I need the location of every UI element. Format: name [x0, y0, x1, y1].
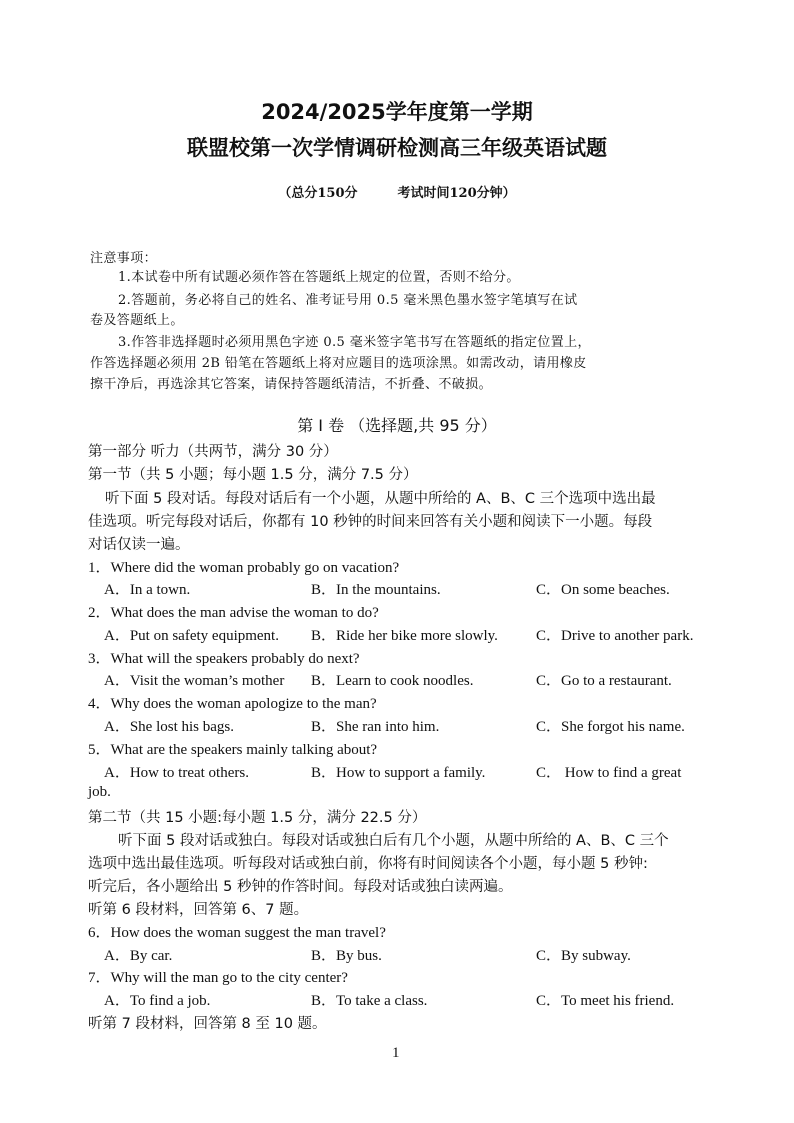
section-1-instruction-2: 佳选项。听完每段对话后，你都有 10 秒钟的时间来回答有关小题和阅读下一小题。每段: [88, 514, 653, 530]
q3-option-a: A．Visit the woman’s mother: [104, 673, 285, 689]
q7-option-c: C．To meet his friend.: [536, 993, 675, 1009]
notice-item-1: 1.本试卷中所有试题必须作答在答题纸上规定的位置，否则不给分。: [118, 270, 520, 285]
q5-option-a: A．How to treat others.: [104, 765, 249, 781]
section-1-title: 第一节（共 5 小题；每小题 1.5 分，满分 7.5 分）: [88, 467, 418, 483]
notice-item-3-cont: 作答选择题必须用 2B 铅笔在答题纸上将对应题目的选项涂黑。如需改动，请用橡皮: [90, 356, 587, 371]
volume-title: 第 Ⅰ 卷 （选择题,共 95 分）: [297, 416, 497, 435]
question-4: 4．Why does the woman apologize to the man?: [88, 696, 377, 712]
question-7: 7．Why will the man go to the city center?: [88, 970, 348, 986]
material-7-note: 听第 7 段材料，回答第 8 至 10 题。: [88, 1016, 327, 1032]
q2-option-c: C．Drive to another park.: [536, 628, 694, 644]
q5-option-b: B．How to support a family.: [311, 765, 486, 781]
question-2: 2．What does the man advise the woman to do?: [88, 605, 379, 621]
exam-term-title: 2024/2025学年度第一学期: [261, 100, 533, 124]
section-1-instruction-3: 对话仅读一遍。: [88, 537, 190, 553]
q1-option-a: A．In a town.: [104, 582, 191, 598]
question-6: 6．How does the woman suggest the man travel?: [88, 925, 386, 941]
q7-option-a: A．To find a job.: [104, 993, 211, 1009]
notice-item-2-cont: 卷及答题纸上。: [90, 313, 184, 328]
exam-title: 联盟校第一次学情调研检测高三年级英语试题: [187, 136, 607, 160]
question-3: 3．What will the speakers probably do next?: [88, 651, 360, 667]
q5-option-c: C． How to find a great: [536, 765, 682, 781]
q7-option-b: B．To take a class.: [311, 993, 428, 1009]
q3-option-b: B．Learn to cook noodles.: [311, 673, 474, 689]
q4-option-c: C．She forgot his name.: [536, 719, 685, 735]
q6-option-a: A．By car.: [104, 948, 173, 964]
q2-option-b: B．Ride her bike more slowly.: [311, 628, 498, 644]
section-2-instruction-3: 听完后，各小题给出 5 秒钟的作答时间。每段对话或独白读两遍。: [88, 879, 513, 895]
q4-option-b: B．She ran into him.: [311, 719, 440, 735]
q6-option-b: B．By bus.: [311, 948, 382, 964]
q5-option-c-cont: job.: [88, 784, 111, 800]
question-5: 5．What are the speakers mainly talking about?: [88, 742, 378, 758]
material-6-note: 听第 6 段材料，回答第 6、7 题。: [88, 902, 309, 918]
section-2-instruction-2: 选项中选出最佳选项。听每段对话或独白前，你将有时间阅读各个小题，每小题 5 秒钟:: [88, 856, 648, 872]
q1-option-c: C．On some beaches.: [536, 582, 670, 598]
q1-option-b: B．In the mountains.: [311, 582, 441, 598]
total-score: （总分150分: [278, 186, 358, 201]
page-number: 1: [392, 1045, 400, 1061]
notice-item-2: 2.答题前，务必将自己的姓名、准考证号用 0.5 毫米黑色墨水签字笔填写在试: [118, 293, 578, 308]
section-2-instruction-1: 听下面 5 段对话或独白。每段对话或独白后有几个小题，从题中所给的 A、B、C 三个: [118, 833, 669, 849]
q4-option-a: A．She lost his bags.: [104, 719, 235, 735]
score-time-line: [0, 182, 794, 201]
section-1-instruction-1: 听下面 5 段对话。每段对话后有一个小题，从题中所给的 A、B、C 三个选项中选出最: [105, 491, 656, 507]
exam-time: 考试时间120分钟）: [397, 186, 516, 201]
q2-option-a: A．Put on safety equipment.: [104, 628, 279, 644]
q3-option-c: C．Go to a restaurant.: [536, 673, 672, 689]
question-1: 1．Where did the woman probably go on vacation?: [88, 560, 400, 576]
notice-item-3-cont2: 擦干净后，再选涂其它答案，请保持答题纸清洁，不折叠、不破损。: [90, 377, 493, 392]
section-2-title: 第二节（共 15 小题:每小题 1.5 分，满分 22.5 分）: [88, 810, 427, 826]
notice-item-3: 3.作答非选择题时必须用黑色字迹 0.5 毫米签字笔书写在答题纸的指定位置上，: [118, 335, 591, 350]
q6-option-c: C．By subway.: [536, 948, 631, 964]
part-title: 第一部分 听力（共两节，满分 30 分）: [88, 444, 338, 460]
notice-heading: 注意事项：: [90, 251, 158, 266]
